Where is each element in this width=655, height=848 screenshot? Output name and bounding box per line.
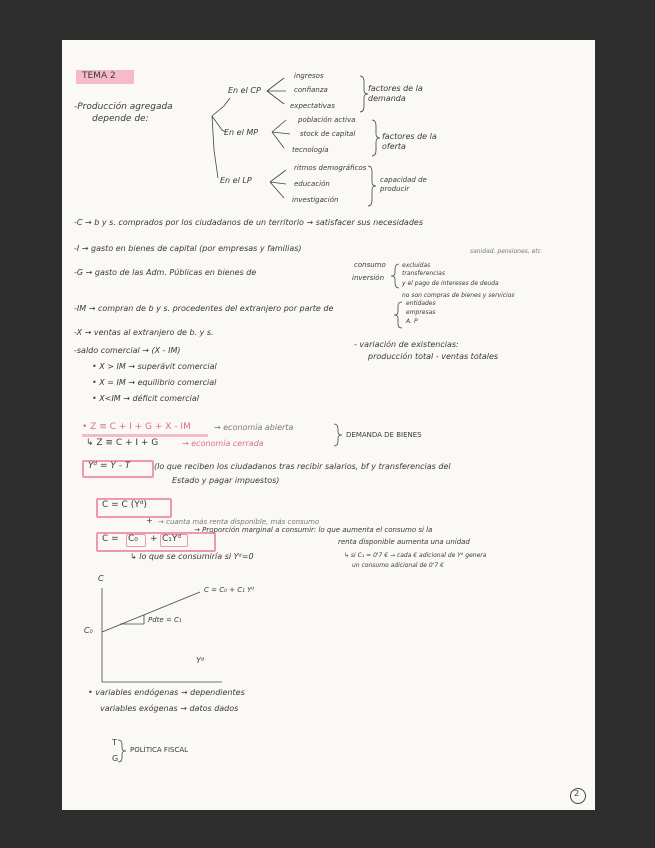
graph-x-label: Yᵈ <box>196 656 205 665</box>
mp-label: En el MP <box>224 128 259 137</box>
renta-desc-2: Estado y pagar impuestos) <box>172 476 280 485</box>
fiscal-label: POLÍTICA FISCAL <box>130 746 189 754</box>
graph-line-label: C = C₀ + C₁ Yᵈ <box>204 586 255 594</box>
consumption-line <box>102 592 200 632</box>
renta-desc-1: (lo que reciben los ciudadanos tras recibir salarios, bf y transferencias del <box>154 462 451 471</box>
cp-label: En el CP <box>228 86 261 95</box>
consumo-c0-note: ↳ lo que se consumiría si Yᵈ=0 <box>130 552 254 561</box>
produccion-subtitle: depende de: <box>92 114 149 124</box>
fiscal-g: G <box>112 754 119 763</box>
consumo-func: C = C (Yᵈ) <box>102 500 147 510</box>
variacion-desc: producción total - ventas totales <box>368 352 499 361</box>
notebook-page <box>62 40 595 810</box>
brace <box>334 424 342 446</box>
consumo-ex-1: ↳ si C₁ = 0'7 € → cada € adicional de Yᵈ genera <box>344 552 487 559</box>
mp-item-tecnologia: tecnología <box>292 146 329 154</box>
consumo-lin-c0: C₀ <box>128 534 138 544</box>
brace <box>391 264 399 288</box>
tema-title: TEMA 2 <box>82 71 116 81</box>
saldo-deficit: • X<IM → déficit comercial <box>92 394 200 403</box>
brace <box>118 740 126 762</box>
variacion-title: - variación de existencias: <box>354 340 459 349</box>
cp-branch <box>267 78 284 91</box>
cp-item-ingresos: ingresos <box>294 72 324 80</box>
def-g-excluidas: excluidas transferencias <box>402 262 445 277</box>
def-saldo: -saldo comercial → (X - IM) <box>74 346 181 355</box>
lp-item-investigacion: investigación <box>292 196 339 204</box>
cp-item-expectativas: expectativas <box>290 102 335 110</box>
def-g-consumo: consumo <box>354 261 386 269</box>
cp-branch <box>267 91 284 104</box>
brace <box>360 76 368 112</box>
z-open-formula: • Z ≡ C + I + G + X - IM <box>82 422 191 432</box>
lp-branch <box>270 182 286 184</box>
demanda-brace-label: DEMANDA DE BIENES <box>346 431 422 439</box>
def-c: -C → b y s. comprados por los ciudadanos de un territorio → satisfacer sus necesidades <box>74 218 423 227</box>
z-open-highlight <box>82 434 208 437</box>
consumo-pmc: → Proporción marginal a consumir: lo que aumenta el consumo si la <box>194 526 433 534</box>
lp-brace-label: capacidad de producir <box>380 176 427 193</box>
lp-branch <box>270 170 286 182</box>
def-im-ap: A. P <box>406 318 418 325</box>
graph-slope-label: Pdte = C₁ <box>148 616 182 624</box>
consumo-lin-c: C = <box>102 534 119 544</box>
lp-label: En el LP <box>220 176 252 185</box>
consumo-ex-2: un consumo adicional de 0'7 € <box>352 562 444 569</box>
def-g-sanidad: sanidad, pensiones, etc <box>470 248 541 255</box>
cp-brace-label: factores de la demanda <box>368 84 423 103</box>
mp-item-poblacion: población activa <box>298 116 356 124</box>
mp-item-stock: stock de capital <box>300 130 356 138</box>
def-im-empresas: empresas <box>406 309 436 316</box>
mp-branch <box>272 132 284 148</box>
z-closed-note: → economía cerrada <box>182 439 264 448</box>
consumo-lin-c1yd: C₁Yᵈ <box>162 534 182 544</box>
z-closed-formula: ↳ Z ≡ C + I + G <box>86 438 159 448</box>
z-open-note: → economía abierta <box>214 423 294 432</box>
saldo-superavit: • X > IM → superávit comercial <box>92 362 217 371</box>
renta-formula: Yᵈ = Y - T <box>88 461 131 471</box>
def-x: -X → ventas al extranjero de b. y s. <box>74 328 214 337</box>
fiscal-t: T <box>112 738 117 747</box>
mp-branch <box>272 132 290 134</box>
brace <box>394 302 402 328</box>
variables-exogenas: variables exógenas → datos dados <box>100 704 239 713</box>
lp-branch <box>270 182 284 198</box>
mp-branch <box>272 120 286 132</box>
def-g: -G → gasto de las Adm. Públicas en bienes de <box>74 268 257 277</box>
consumo-lin-plus: + <box>150 534 158 544</box>
lp-item-educacion: educación <box>294 180 330 188</box>
def-g-inversion: inversión <box>352 274 385 282</box>
def-g-no-son: no son compras de bienes y servicios <box>402 292 515 299</box>
saldo-equilibrio: • X = IM → equilibrio comercial <box>92 378 217 387</box>
mp-brace-label: factores de la oferta <box>382 132 437 151</box>
consumo-func-note: → cuanta más renta disponible, más consumo <box>158 518 320 526</box>
graph-y-label: C <box>98 574 104 583</box>
produccion-title: -Producción agregada <box>74 102 173 112</box>
brace <box>368 166 376 206</box>
cp-item-confianza: confianza <box>294 86 328 94</box>
lp-item-ritmos: ritmos demográficos <box>294 164 367 172</box>
consumo-plus: + <box>146 516 153 525</box>
graph-c0-label: C₀ <box>84 626 93 635</box>
brace <box>372 120 380 156</box>
def-i: -I → gasto en bienes de capital (por empresas y familias) <box>74 244 302 253</box>
page-number: 2 <box>574 789 580 798</box>
def-im-entidades: entidades <box>406 300 436 307</box>
tree-branch <box>212 98 230 116</box>
variables-endogenas: • variables endógenas → dependientes <box>88 688 245 697</box>
consumo-pmc-2: renta disponible aumenta una unidad <box>338 538 470 546</box>
tree-branch <box>212 116 218 178</box>
def-im: -IM → compran de b y s. procedentes del extranjero por parte de <box>74 304 334 313</box>
def-g-intereses: y el pago de intereses de deuda <box>402 280 499 287</box>
